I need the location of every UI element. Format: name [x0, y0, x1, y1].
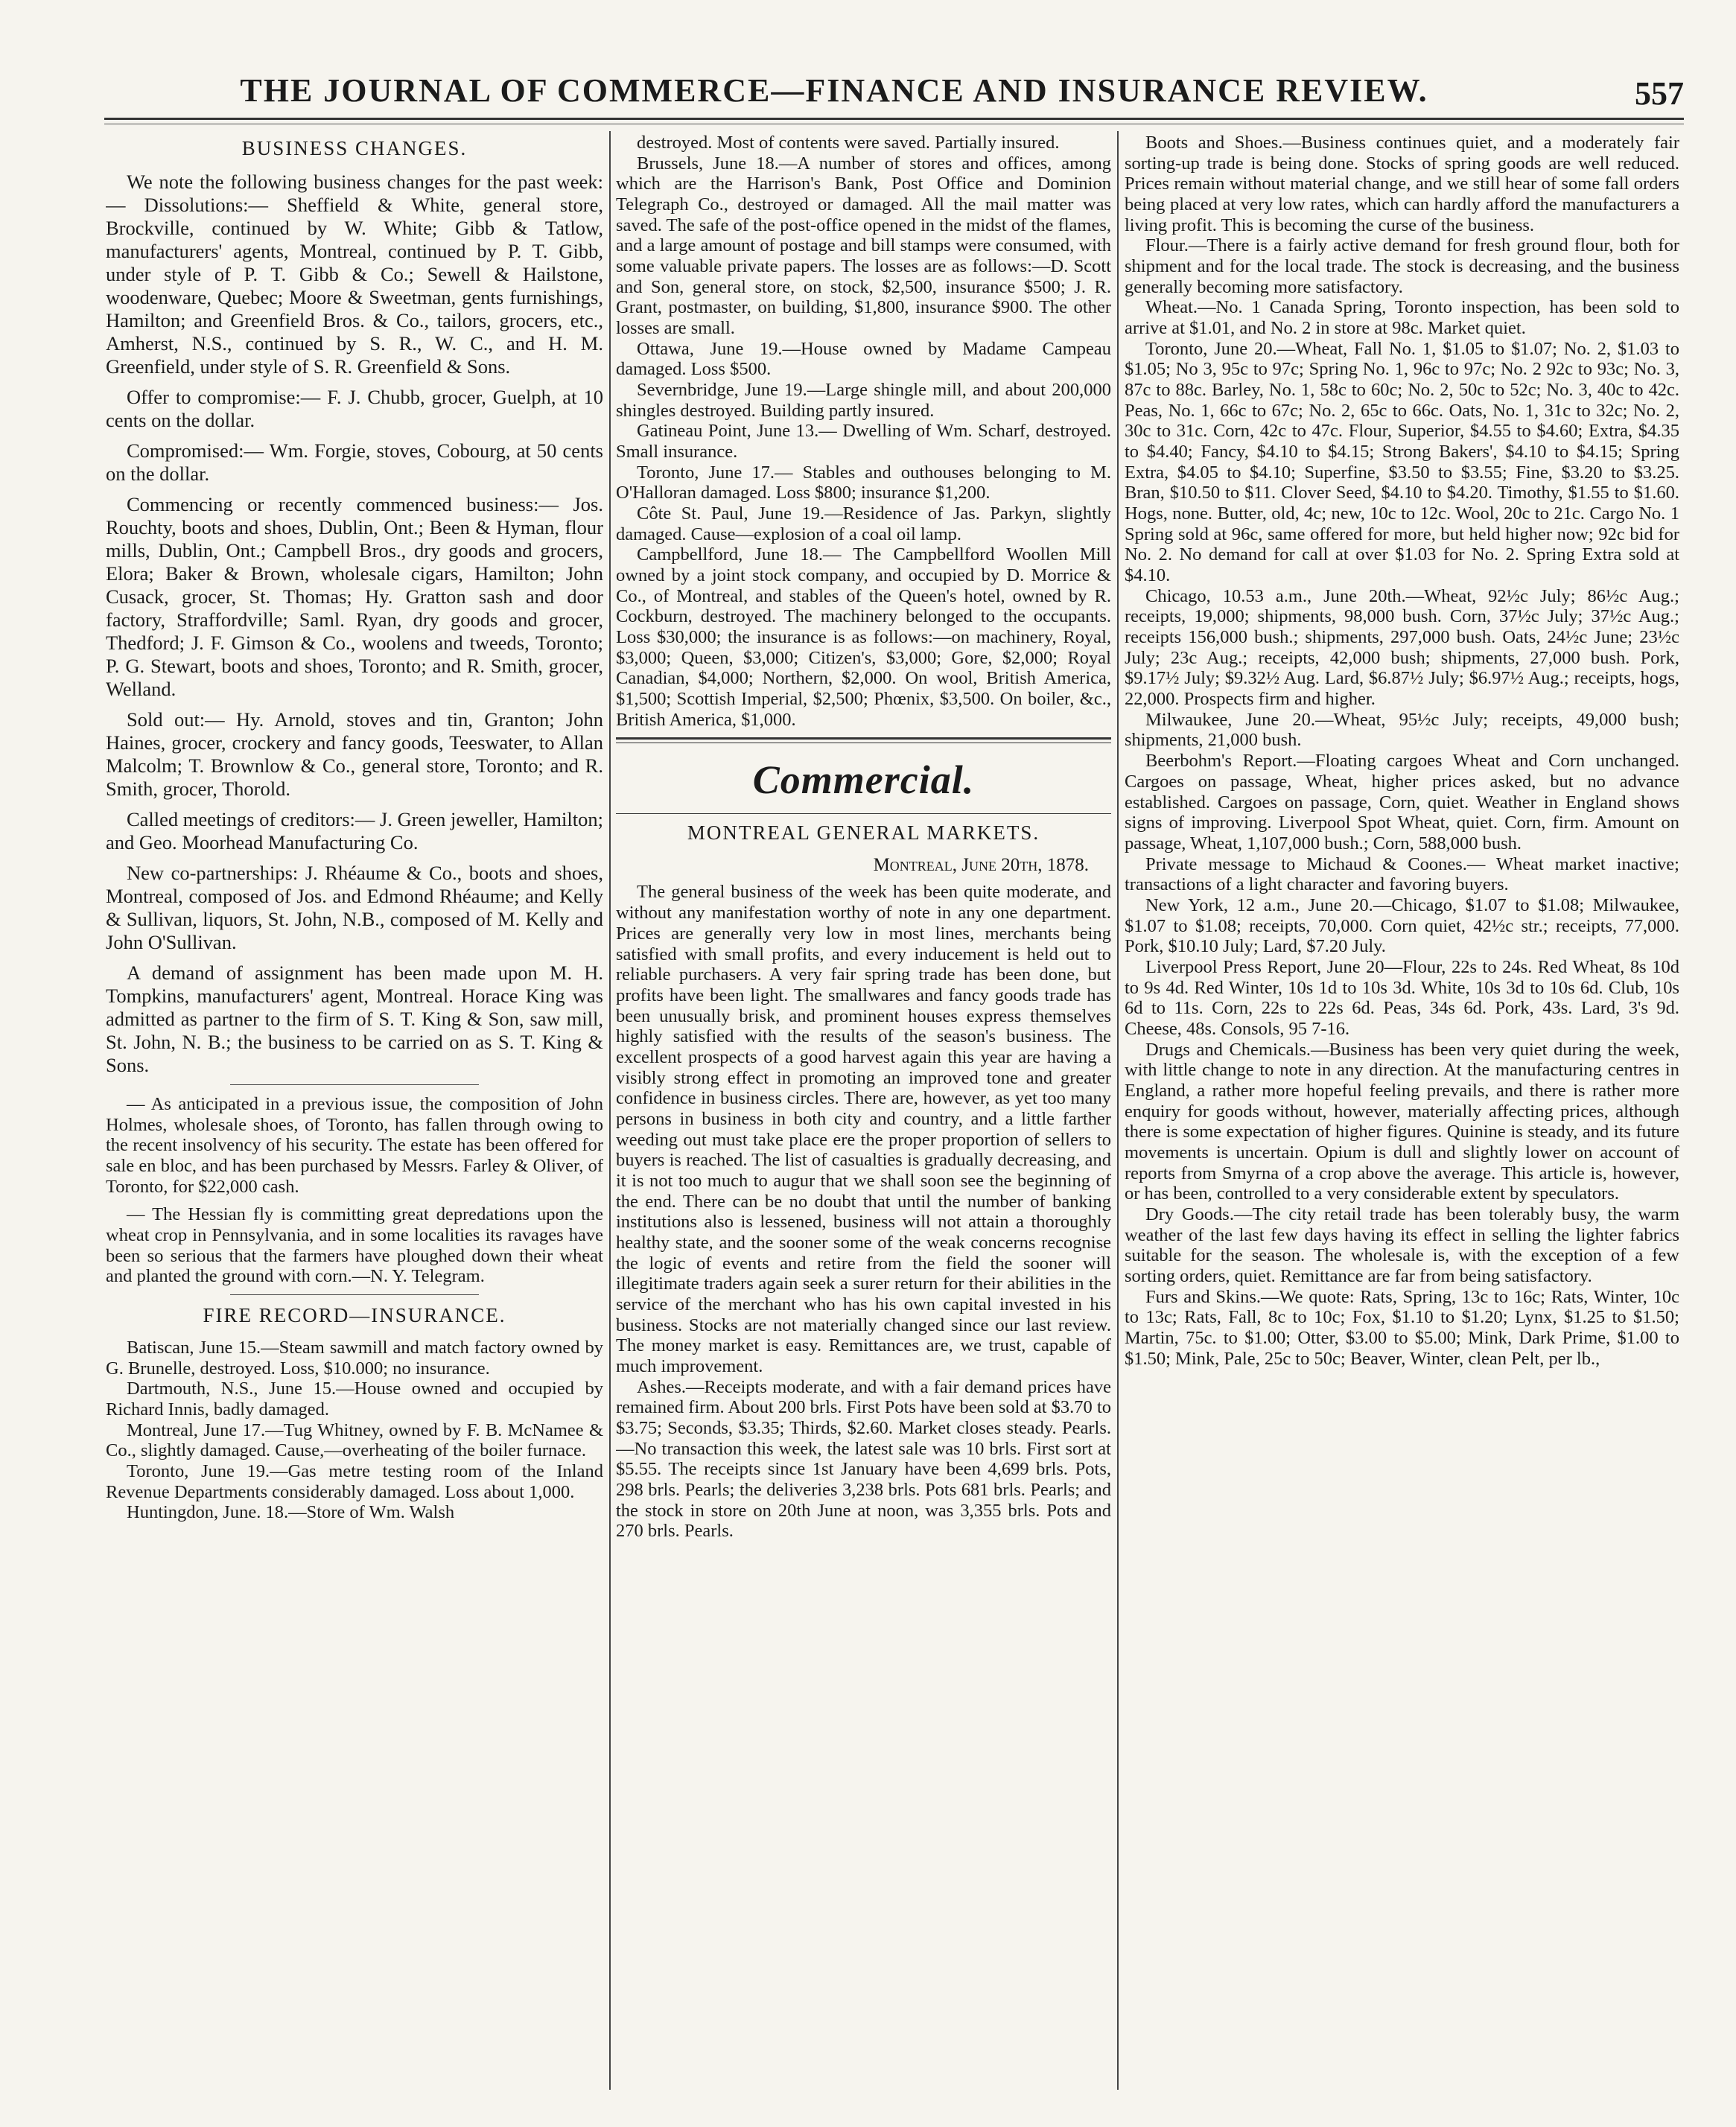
header-rule: [104, 118, 1684, 120]
paragraph: Huntingdon, June. 18.—Store of Wm. Walsh: [127, 1502, 455, 1523]
paragraph: A demand of assignment has been made upon M. H. Tompkins, manufacturers' agent, Montreal. Horace King was admitted as partner to the firm of S. T. King & Son, saw mill, St. John, N. B.; the business to be carried on as S. T. King & Sons.: [106, 961, 603, 1076]
paragraph: Commencing or recently commenced business:— Jos. Rouchty, boots and shoes, Dublin, Ont.; Been & Hyman, flour mills, Dublin, Ont.; Campbell Bros., dry goods and grocers, Elora; Baker & Brown, wholesale cigars, Hamilton; John Cusack, grocer, St. Thomas; Hy. Gratton sash and door factory, Straffordville; Saml. Ryan, dry goods and grocer, Thedford; J. F. Gimson & Co., woolens and tweeds, Toronto; P. G. Stewart, boots and shoes, Toronto; and R. Smith, grocer, Welland.: [106, 493, 603, 700]
paragraph: Dry Goods.—The city retail trade has been tolerably busy, the warm weather of the last few days having its effect in selling the lighter fabrics suitable for the season. The wholesale is, with the exception of a few sorting orders, quiet. Remittance are far from being satisfactory.: [1125, 1204, 1679, 1286]
paragraph: Called meetings of creditors:— J. Green jeweller, Hamilton; and Geo. Moorhead Manufacturing Co.: [106, 808, 603, 853]
paragraph: We note the following business changes for the past week:— Dissolutions:— Sheffield & White, general store, Brockville, continued by W. White; Gibb & Tatlow, manufacturers' agents, Montreal, continued by P. T. Gibb, under style of P. T. Gibb & Co.; Sewell & Hailstone, woodenware, Quebec; Moore & Sweetman, gents furnishings, Hamilton; and Greenfield Bros. & Co., tailors, grocers, etc., Amherst, N.S., continued by S. R., W. C., and H. M. Greenfield, under style of S. R. Greenfield & Sons.: [106, 171, 603, 378]
column-3: [1125, 133, 1679, 2097]
paragraph: Severnbridge, June 19.—Large shingle mill, and about 200,000 shingles destroyed. Building partly insured.: [616, 380, 1111, 421]
markets-heading: MONTREAL GENERAL MARKETS.: [687, 821, 1040, 845]
paragraph: Boots and Shoes.—Business continues quiet, and a moderately fair sorting-up trade is being done. Stocks of spring goods are well reduced. Prices remain without material change, and we still hear of some fall orders being placed at very low rates, which can hardly afford the manufacturers a living profit. This is becoming the curse of the business.: [1125, 133, 1679, 235]
paragraph: — The Hessian fly is committing great depredations upon the wheat crop in Pennsylvania, and in some localities its ravages have been so serious that the farmers have ploughed down their wheat and planted the ground with corn.—N. Y. Telegram.: [106, 1204, 603, 1287]
paragraph: Montreal, June 17.—Tug Whitney, owned by F. B. McNamee & Co., slightly damaged. Cause,—overheating of the boiler furnace.: [106, 1419, 603, 1461]
paragraph: The general business of the week has been quite moderate, and without any manifestation worthy of note in any one department. Prices are generally very low in most lines, merchants being satisfied with small profits, and every inducement is held out to reliable purchasers. A very fair spring trade has been done, but profits have been light. The smallwares and fancy goods trade has been unusually brisk, and prominent houses express themselves highly satisfied with the results of the season's business. The excellent prospects of a good harvest again this year are having a visibly strong effect in promoting an improved tone and greater confidence in business circles. There are, however, as yet too many persons in business in both city and country, and a little farther weeding out must take place ere the proper proportion of sellers to buyers is reached. The list of casualties is gradually decreasing, and it is not too much to augur that we shall soon see the beginning of the end. There can be no doubt that until the number of banking institutions also is lessened, business will not attain a thoroughly healthy state, and the sooner some of the weak concerns recognise the logic of events and retire from the field the sooner will illegitimate traders again seek a surer return for their abilities in the service of the merchant who has his own capital invested in his business. Stocks are not materially changed since our last review. The money market is easy. Remittances are, we trust, capable of much improvement.: [616, 882, 1111, 1376]
paragraph: New York, 12 a.m., June 20.—Chicago, $1.07 to $1.08; Milwaukee, $1.07 to $1.08; receipts, 70,000. Corn quiet, 42½c str.; receipts, 77,000. Pork, $10.10 July; Lard, $7.20 July.: [1125, 894, 1679, 957]
column-1: [106, 133, 603, 2097]
column-divider-2: [1117, 131, 1119, 2090]
paragraph: destroyed. Most of contents were saved. Partially insured.: [637, 133, 1060, 153]
paragraph: Toronto, June 20.—Wheat, Fall No. 1, $1.05 to $1.07; No. 2, $1.03 to $1.05; No 3, 95c to 97c; Spring No. 1, 96c to 97c; No. 2 92c to 93c; No. 3, 87c to 88c. Barley, No. 1, 58c to 60c; No. 2, 50c to 52c; No. 3, 40c to 42c. Peas, No. 1, 66c to 67c; No. 2, 65c to 66c. Oats, No. 1, 31c to 32c; No. 2, 30c to 31c. Corn, 42c to 47c. Flour, Superior, $4.55 to $4.60; Extra, $4.35 to $4.40; Fancy, $4.10 to $4.15; Strong Bakers', $4.10 to $4.15; Spring Extra, $4.05 to $4.10; Superfine, $3.50 to $3.55; Fine, $3.20 to $3.25. Bran, $10.50 to $11. Clover Seed, $4.10 to $4.20. Timothy, $1.55 to $1.60. Hogs, none. Butter, old, 4c; new, 10c to 12c. Wool, 20c to 21c. Cargo No. 1 Spring sold at 96c, same offered for more, but held higher now; 92c bid for No. 2. No demand for call at over $1.03 for No. 2. Spring Extra sold at $4.10.: [1125, 338, 1679, 586]
paragraph: Flour.—There is a fairly active demand for fresh ground flour, both for shipment and for the local trade. The stock is decreasing, and the business generally becoming more satisfactory.: [1125, 235, 1679, 297]
paragraph: Côte St. Paul, June 19.—Residence of Jas. Parkyn, slightly damaged. Cause—explosion of a coal oil lamp.: [616, 503, 1111, 544]
paragraph: Ottawa, June 19.—House owned by Madame Campeau damaged. Loss $500.: [616, 338, 1111, 380]
divider: [230, 1294, 479, 1295]
paragraph: Chicago, 10.53 a.m., June 20th.—Wheat, 92½c July; 86½c Aug.; receipts, 19,000; shipments, 98,000 bush. Corn, 37½c July; 37½c Aug.; receipts 156,000 bush.; shipments, 297,000 bush. Oats, 24½c June; 23½c July; 23c Aug.; receipts, 42,000 bush; shipments, 27,000 bush. Pork, $9.17½ July; $9.32½ Aug. Lard, $6.87½ July; $6.97½ Aug.; receipts, hogs, 22,000. Prospects firm and higher.: [1125, 585, 1679, 710]
paragraph: Furs and Skins.—We quote: Rats, Spring, 13c to 16c; Rats, Winter, 10c to 13c; Rats, Fall, 8c to 10c; Fox, $1.10 to $1.20; Lynx, $1.25 to $1.50; Martin, 75c. to $1.00; Otter, $3.00 to $5.00; Mink, Dark Prime, $1.00 to $1.50; Mink, Pale, 25c to 50c; Beaver, Winter, clean Pelt, per lb.,: [1125, 1286, 1679, 1369]
commercial-banner: Commercial.: [752, 757, 975, 803]
fire-record-heading: FIRE RECORD—INSURANCE.: [203, 1304, 506, 1327]
paragraph: Wheat.—No. 1 Canada Spring, Toronto inspection, has been sold to arrive at $1.01, and No. 2 in store at 98c. Market quiet.: [1125, 297, 1679, 339]
paragraph: Batiscan, June 15.—Steam sawmill and match factory owned by G. Brunelle, destroyed. Loss, $10.000; no insurance.: [106, 1338, 603, 1379]
paragraph: Private message to Michaud & Coones.— Wheat market inactive; transactions of a light character and favoring buyers.: [1125, 853, 1679, 895]
paragraph: Drugs and Chemicals.—Business has been very quiet during the week, with little change to note in any direction. At the manufacturing centres in England, a rather more hopeful feeling prevails, and there is rather more enquiry for goods without, however, materially affecting prices, although there is some expectation of higher figures. Quinine is steady, and its future movements is uncertain. Opium is dull and slightly lower on account of reports from Smyrna of a crop above the average. This article is, however, or has been, controlled to a very considerable extent by speculators.: [1125, 1039, 1679, 1204]
paragraph: Toronto, June 17.— Stables and outhouses belonging to M. O'Halloran damaged. Loss $800; insurance $1,200.: [616, 462, 1111, 503]
business-changes-heading: BUSINESS CHANGES.: [241, 137, 468, 159]
column-divider-1: [609, 131, 611, 2090]
paragraph: Sold out:— Hy. Arnold, stoves and tin, Granton; John Haines, grocer, crockery and fancy goods, Teeswater, to Allan Malcolm; T. Brownlow & Co., general store, Toronto; and R. Smith, grocer, Thorold.: [106, 708, 603, 800]
paragraph: Beerbohm's Report.—Floating cargoes Wheat and Corn unchanged. Cargoes on passage, Wheat, higher prices asked, but no advance established. Cargoes on passage, Corn, quiet. Weather in England shows signs of improving. Liverpool Spot Wheat, quiet. Corn, firm. Amount on passage, Wheat, 1,107,000 bush.; Corn, 588,000 bush.: [1125, 751, 1679, 853]
paragraph: Offer to compromise:— F. J. Chubb, grocer, Guelph, at 10 cents on the dollar.: [106, 386, 603, 431]
paragraph: Campbellford, June 18.— The Campbellford Woollen Mill owned by a joint stock company, and occupied by D. Morrice & Co., of Montreal, and stables of the Queen's hotel, owned by R. Cockburn, destroyed. The machinery belonged to the occupants. Loss $30,000; the insurance is as follows:—on machinery, Royal, $3,000; Queen, $3,000; Citizen's, $3,000; Gore, $2,000; Royal Canadian, $4,000; Northern, $2,000. On wool, British America, $1,500; Scottish Imperial, $2,500; Phœnix, $3,500. On boiler, &c., British America, $1,000.: [616, 544, 1111, 730]
paragraph: Gatineau Point, June 13.— Dwelling of Wm. Scharf, destroyed. Small insurance.: [616, 421, 1111, 462]
paragraph: Milwaukee, June 20.—Wheat, 95½c July; receipts, 49,000 bush; shipments, 21,000 bush.: [1125, 709, 1679, 751]
paragraph: Toronto, June 19.—Gas metre testing room of the Inland Revenue Departments considerably damaged. Loss about 1,000.: [106, 1461, 603, 1502]
paragraph: Brussels, June 18.—A number of stores and offices, among which are the Harrison's Bank, Post Office and Dominion Telegraph Co., destroyed or damaged. All the mail matter was saved. The safe of the post-office opened in the midst of the flames, and a large amount of postage and bill stamps were consumed, with some valuable private papers. The losses are as follows:—D. Scott and Son, general store, on stock, $2,500, insurance $500; J. R. Grant, postmaster, on building, $1,800, insurance $900. The other losses are small.: [616, 153, 1111, 339]
divider: [230, 1084, 479, 1085]
paragraph: New co-partnerships: J. Rhéaume & Co., boots and shoes, Montreal, composed of Jos. and Edmond Rhéaume; and Kelly & Sullivan, liquors, St. John, N.B., composed of M. Kelly and John O'Sullivan.: [106, 862, 603, 953]
dateline: Montreal, June 20th, 1878.: [873, 855, 1089, 876]
column-2: [616, 133, 1111, 2097]
section-rule-thin: [616, 813, 1111, 814]
paragraph: Compromised:— Wm. Forgie, stoves, Cobourg, at 50 cents on the dollar.: [106, 439, 603, 485]
page-title: THE JOURNAL OF COMMERCE—FINANCE AND INSURANCE REVIEW.: [240, 72, 1428, 109]
section-rule: [616, 737, 1111, 740]
paragraph: — As anticipated in a previous issue, the composition of John Holmes, wholesale shoes, of Toronto, has fallen through owing to the recent insolvency of his security. The estate has been offered for sale en bloc, and has been purchased by Messrs. Farley & Oliver, of Toronto, for $22,000 cash.: [106, 1094, 603, 1197]
paragraph: Dartmouth, N.S., June 15.—House owned and occupied by Richard Innis, badly damaged.: [106, 1379, 603, 1420]
paragraph: Ashes.—Receipts moderate, and with a fair demand prices have remained firm. About 200 brls. First Pots have been sold at $3.70 to $3.75; Seconds, $3.35; Thirds, $2.60. Market closes steady. Pearls.—No transaction this week, the latest sale was 10 brls. First sort at $5.55. The receipts since 1st January have been 4,699 brls. Pots, 298 brls. Pearls; the deliveries 3,238 brls. Pots 681 brls. Pearls; and the stock in store on 20th June at noon, was 3,355 brls. Pots and 270 brls. Pearls.: [616, 1376, 1111, 1542]
paragraph: Liverpool Press Report, June 20—Flour, 22s to 24s. Red Wheat, 8s 10d to 9s 4d. Red Winter, 10s 1d to 10s 3d. White, 10s 3d to 10s 6d. Club, 10s 6d to 11s. Corn, 22s to 22s 6d. Peas, 34s 6d. Pork, 43s. Lard, 3's 9d. Cheese, 48s. Consols, 95 7-16.: [1125, 956, 1679, 1039]
page-number: 557: [1635, 75, 1684, 112]
